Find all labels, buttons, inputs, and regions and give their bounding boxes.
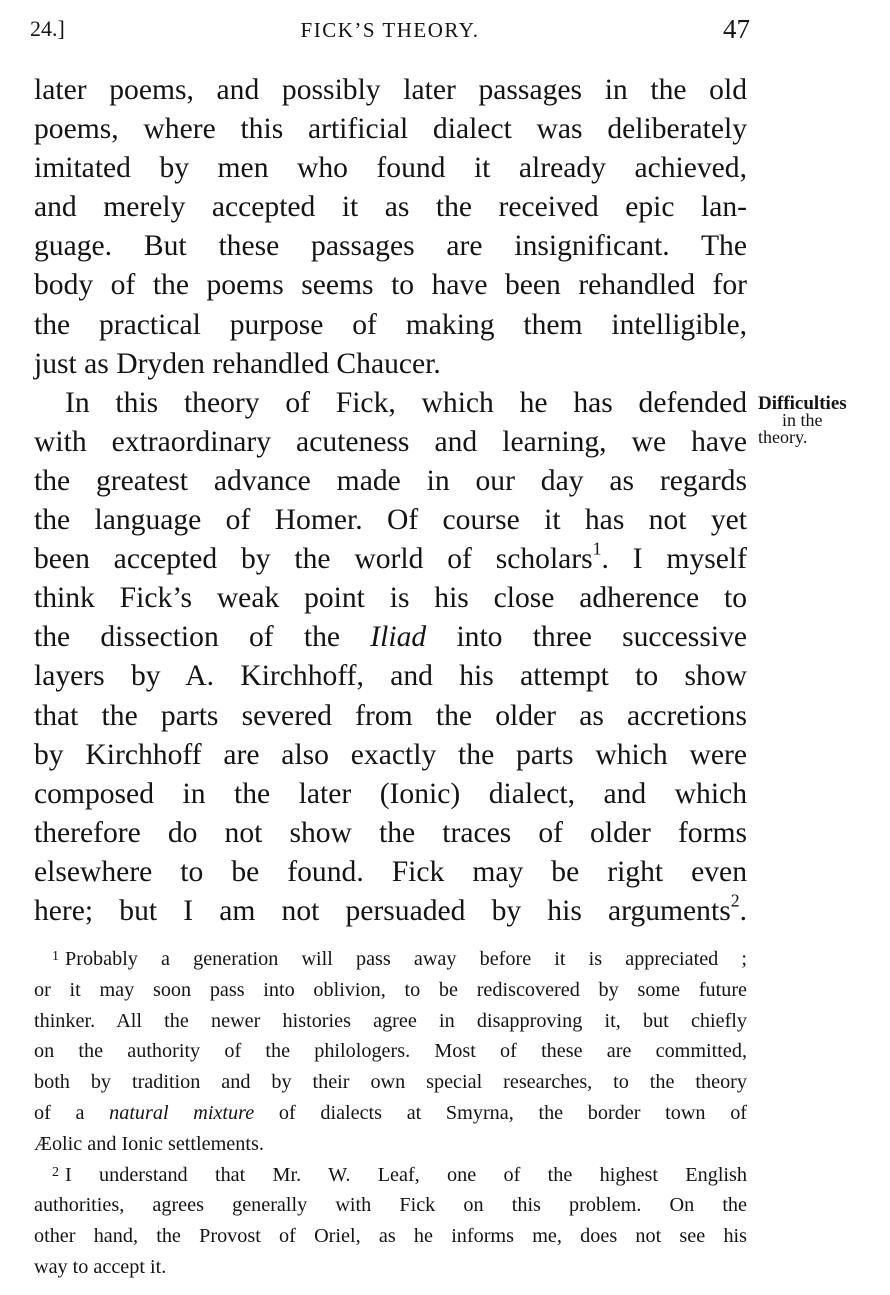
body-line: think Fick’s weak point is his close adherence to	[34, 582, 747, 615]
body-line: the practical purpose of making them intelligible,	[34, 308, 747, 341]
footnote-italic: natural mixture	[109, 1101, 255, 1124]
footnotes	[34, 944, 747, 1283]
body-line-text: here; but I am not persuaded by his arguments	[34, 894, 731, 927]
margin-note-line: theory.	[758, 427, 808, 447]
running-title: FICK’S THEORY.	[300, 18, 480, 42]
footnote-2-mark: 2	[52, 1164, 59, 1180]
footnote-text: of dialects at Smyrna, the border town of	[278, 1101, 748, 1124]
footnote-1-line: Æolic and Ionic settlements.	[34, 1132, 264, 1155]
italic-title: Iliad	[370, 621, 427, 654]
body-line	[34, 540, 747, 579]
body-line: and merely accepted it as the received epic lan-	[34, 191, 747, 224]
body-line: with extraordinary acuteness and learning, we have	[34, 425, 747, 458]
footnote-1-line: both by tradition and by their own special researches, to the theory	[34, 1071, 747, 1094]
body-line: composed in the later (Ionic) dialect, and which	[34, 777, 747, 810]
body-line: the greatest advance made in our day as regards	[34, 464, 747, 497]
body-line: poems, where this artificial dialect was deliberately	[34, 113, 747, 146]
margin-note-line: Difficulties	[758, 393, 847, 414]
body-line	[34, 618, 747, 657]
body-line-text: . I myself	[601, 543, 747, 576]
body-line: imitated by men who found it already achieved,	[34, 152, 747, 185]
footnote-reference: 1	[592, 538, 602, 559]
body-line-text: into three successive	[456, 621, 747, 654]
body-text	[34, 71, 747, 931]
body-line: guage. But these passages are insignificant. The	[34, 230, 747, 263]
page-number: 47	[723, 14, 750, 44]
body-line-text: the dissection of the	[34, 621, 341, 654]
body-line-text: been accepted by the world of scholars	[34, 543, 593, 576]
footnote-2-line: authorities, agrees generally with Fick on this problem. On the	[34, 1194, 747, 1217]
footnote-text: I understand that Mr. W. Leaf, one of the highest English	[65, 1163, 747, 1186]
section-number: 24.]	[30, 16, 65, 41]
body-line: therefore do not show the traces of older forms	[34, 816, 747, 849]
footnote-1-line	[34, 944, 747, 975]
footnote-1-line: on the authority of the philologers. Most of these are committed,	[34, 1040, 747, 1063]
footnote-2-line: other hand, the Provost of Oriel, as he informs me, does not see his	[34, 1225, 747, 1248]
footnote-1-line: thinker. All the newer histories agree in disapproving it, but chiefly	[34, 1009, 747, 1032]
body-line: just as Dryden rehandled Chaucer.	[34, 347, 441, 380]
footnote-text: Probably a generation will pass away before it is appreciated ;	[65, 948, 747, 970]
body-line: the language of Homer. Of course it has not yet	[34, 504, 747, 537]
footnote-reference: 2	[730, 890, 740, 911]
footnote-1-line: or it may soon pass into oblivion, to be rediscovered by some future	[34, 978, 747, 1001]
body-line: elsewhere to be found. Fick may be right even	[34, 855, 747, 888]
running-head	[30, 14, 750, 48]
body-line: later poems, and possibly later passages in the old	[34, 74, 747, 106]
body-line: layers by A. Kirchhoff, and his attempt to show	[34, 660, 747, 693]
footnote-text: of a	[34, 1101, 85, 1124]
body-line: by Kirchhoff are also exactly the parts which were	[34, 738, 747, 771]
footnote-2-line	[34, 1160, 747, 1191]
body-line: body of the poems seems to have been rehandled for	[34, 269, 747, 302]
footnote-1-line	[34, 1098, 747, 1129]
body-line	[34, 892, 747, 931]
margin-note	[758, 395, 886, 446]
footnote-2-line: way to accept it.	[34, 1255, 167, 1278]
body-line: that the parts severed from the older as accretions	[34, 699, 747, 732]
footnote-1-mark: 1	[52, 949, 59, 964]
body-line-text: .	[739, 894, 747, 927]
margin-note-line: in the	[782, 410, 823, 430]
body-line: In this theory of Fick, which he has defended	[65, 386, 747, 419]
